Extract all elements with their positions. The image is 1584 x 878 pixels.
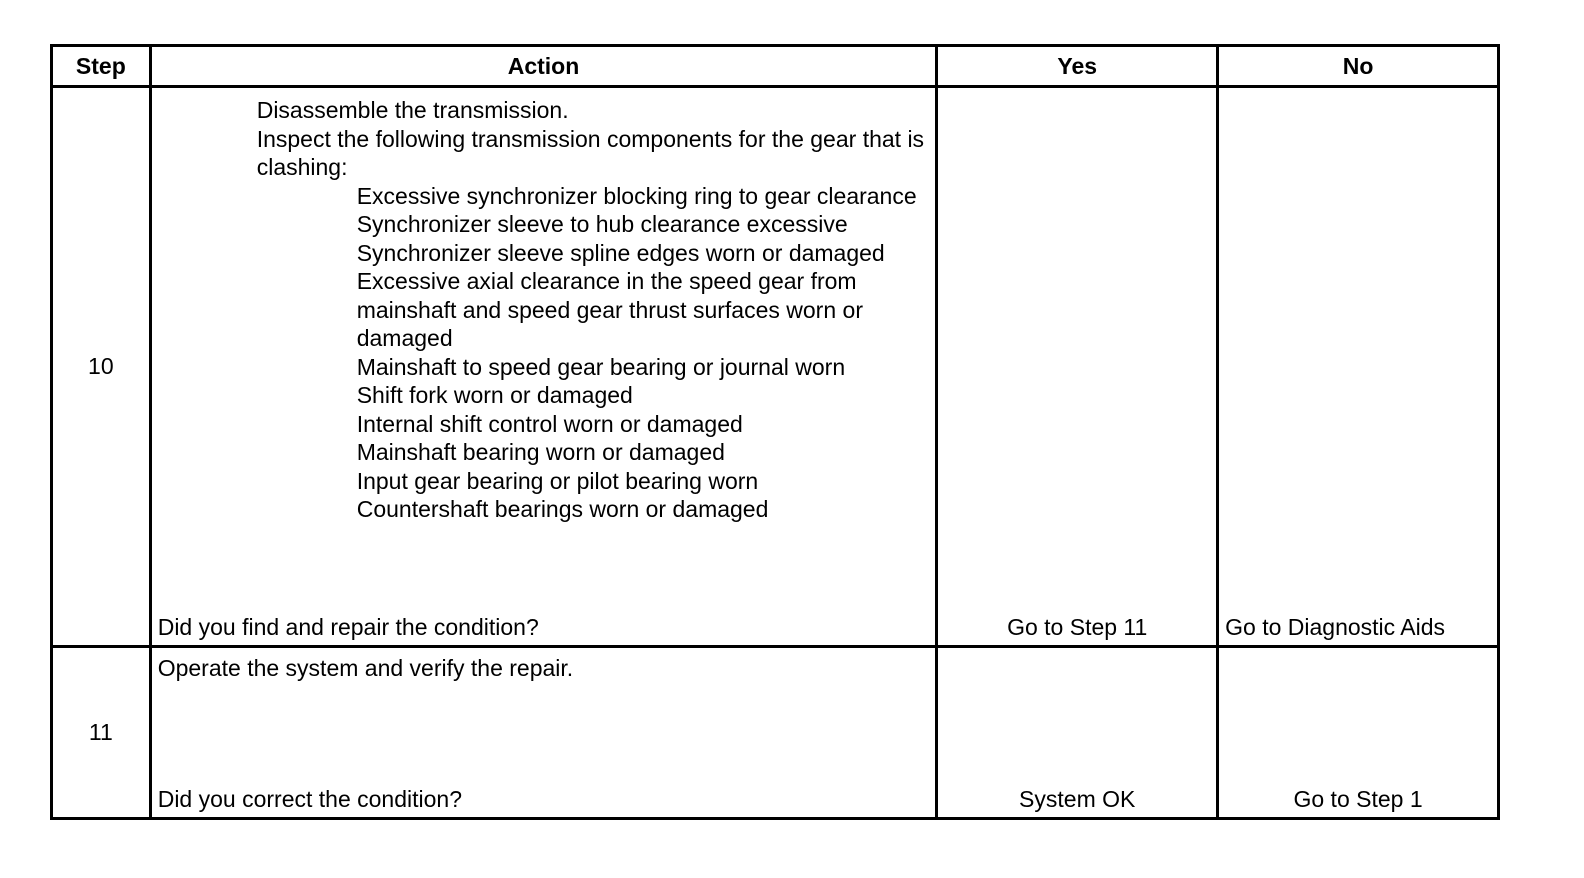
step-number: 10 — [52, 87, 151, 647]
step-number: 11 — [52, 647, 151, 819]
yes-answer: System OK — [1019, 786, 1136, 812]
list-item: Mainshaft bearing worn or damaged — [356, 439, 725, 465]
header-action: Action — [150, 46, 937, 87]
yes-cell — [937, 647, 1218, 819]
header-yes: Yes — [937, 46, 1218, 87]
yes-answer: Go to Step 11 — [1007, 614, 1148, 640]
list-item: Shift fork worn or damaged — [356, 382, 633, 408]
list-item: Mainshaft to speed gear bearing or journal worn — [356, 353, 846, 380]
action-question: Did you correct the condition? — [157, 786, 462, 812]
header-row — [52, 46, 1499, 87]
instruction-line: Inspect the following transmission components for the gear that is clashing: — [256, 125, 925, 180]
action-question: Did you find and repair the condition? — [157, 614, 539, 640]
table-row-step-11 — [52, 647, 1499, 819]
list-item: Excessive axial clearance in the speed gear from mainshaft and speed gear thrust surfaces worn or damaged — [356, 268, 863, 351]
diagnostic-table — [50, 44, 1500, 820]
list-item: Excessive synchronizer blocking ring to gear clearance — [356, 182, 917, 209]
list-item: Countershaft bearings worn or damaged — [356, 496, 769, 522]
no-answer: Go to Diagnostic Aids — [1225, 614, 1446, 640]
no-cell — [1218, 87, 1499, 647]
list-item: Input gear bearing or pilot bearing worn — [356, 467, 759, 494]
table-row-step-10 — [52, 87, 1499, 647]
list-item: Synchronizer sleeve spline edges worn or damaged — [356, 239, 885, 266]
header-no: No — [1218, 46, 1499, 87]
action-cell — [150, 647, 937, 819]
no-cell — [1218, 647, 1499, 819]
instruction-line: Disassemble the transmission. — [256, 97, 569, 123]
action-cell — [150, 87, 937, 647]
header-step: Step — [52, 46, 151, 87]
yes-cell — [937, 87, 1218, 647]
list-item: Internal shift control worn or damaged — [356, 410, 743, 437]
no-answer: Go to Step 1 — [1293, 786, 1423, 812]
action-instruction: Operate the system and verify the repair. — [157, 655, 574, 681]
component-list — [357, 182, 928, 524]
action-instructions — [257, 96, 928, 524]
list-item: Synchronizer sleeve to hub clearance excessive — [356, 211, 848, 237]
